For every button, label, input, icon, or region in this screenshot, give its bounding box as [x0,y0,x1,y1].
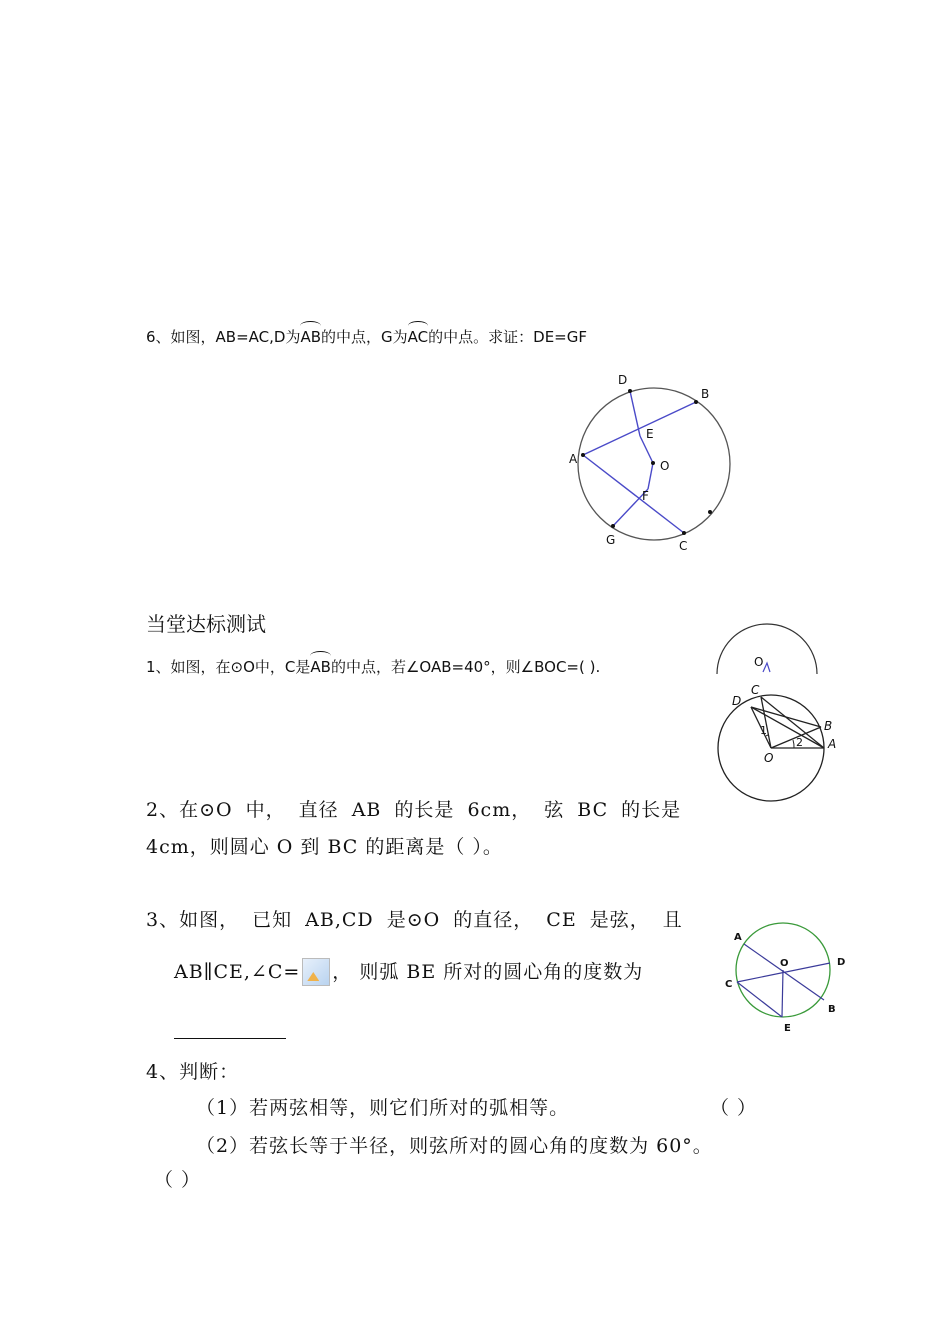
label-b: B [701,387,710,401]
label-c: C [679,539,688,553]
broken-image-icon [302,958,330,986]
question-3-line2 [174,957,643,986]
label-angle-2: 2 [796,736,803,749]
arc-ab: AB [300,328,322,346]
label-o-top: O [754,655,764,669]
section-title: 当堂达标测试 [146,612,266,636]
q3-line2-suffix: ， 则弧 BE 所对的圆心角的度数为 [332,961,644,983]
label-a-q1: A [828,737,837,751]
q3-line2-prefix: AB∥CE,∠C= [174,961,301,983]
label-e-q3: E [784,1023,791,1034]
label-f: F [642,489,649,503]
label-a-q3: A [734,932,742,943]
question-4-item2-paren: （ ） [154,1169,202,1191]
figure-q1-partial-arc [712,618,822,678]
label-o: O [660,459,670,473]
label-b-q1: B [824,719,833,733]
question-2-line2: 4cm，则圆心 O 到 BC 的距离是（ ）。 [146,836,503,858]
arc-ac: AC [407,328,429,346]
q1-suffix: 的中点，若∠OAB=40°，则∠BOC=( ). [330,658,601,676]
label-e: E [646,427,654,441]
question-3-line1: 3、如图， 已知 AB,CD 是⊙O 的直径， CE 是弦， 且 [146,909,683,931]
label-d-q3: D [837,957,846,968]
figure-q3 [724,920,850,1036]
question-1-text [146,656,600,677]
q6-mid: 的中点，G为 [321,328,408,346]
label-g: G [606,533,616,547]
label-b-q3: B [828,1004,836,1015]
label-d: D [618,373,628,387]
label-c-q3: C [725,979,733,990]
question-2-line1: 2、在⊙O 中， 直径 AB 的长是 6cm， 弦 BC 的长是 [146,799,682,821]
label-o-q1: O [764,751,774,765]
question-4-item1: （1）若两弦相等，则它们所对的弧相等。 [196,1097,570,1119]
q6-suffix: 的中点。求证：DE=GF [428,328,587,346]
figure-q6 [560,366,750,556]
q1-prefix: 1、如图，在⊙O中，C是 [146,658,311,676]
question-4-title: 4、判断： [146,1061,240,1083]
q6-prefix: 6、如图，AB=AC,D为 [146,328,301,346]
arc-ab-q1: AB [310,658,331,676]
label-o-q3: O [780,958,789,969]
question-4-item2: （2）若弦长等于半径，则弦所对的圆心角的度数为 60°。 [196,1135,713,1157]
question-4-item1-paren: （ ） [710,1097,758,1119]
label-c-q1: C [751,683,760,697]
label-angle-1: 1 [760,724,767,737]
question-6-text [146,326,587,347]
label-a: A [569,452,578,466]
label-d-q1: D [732,694,742,708]
answer-blank-line [174,1038,286,1039]
figure-q1 [714,680,842,808]
